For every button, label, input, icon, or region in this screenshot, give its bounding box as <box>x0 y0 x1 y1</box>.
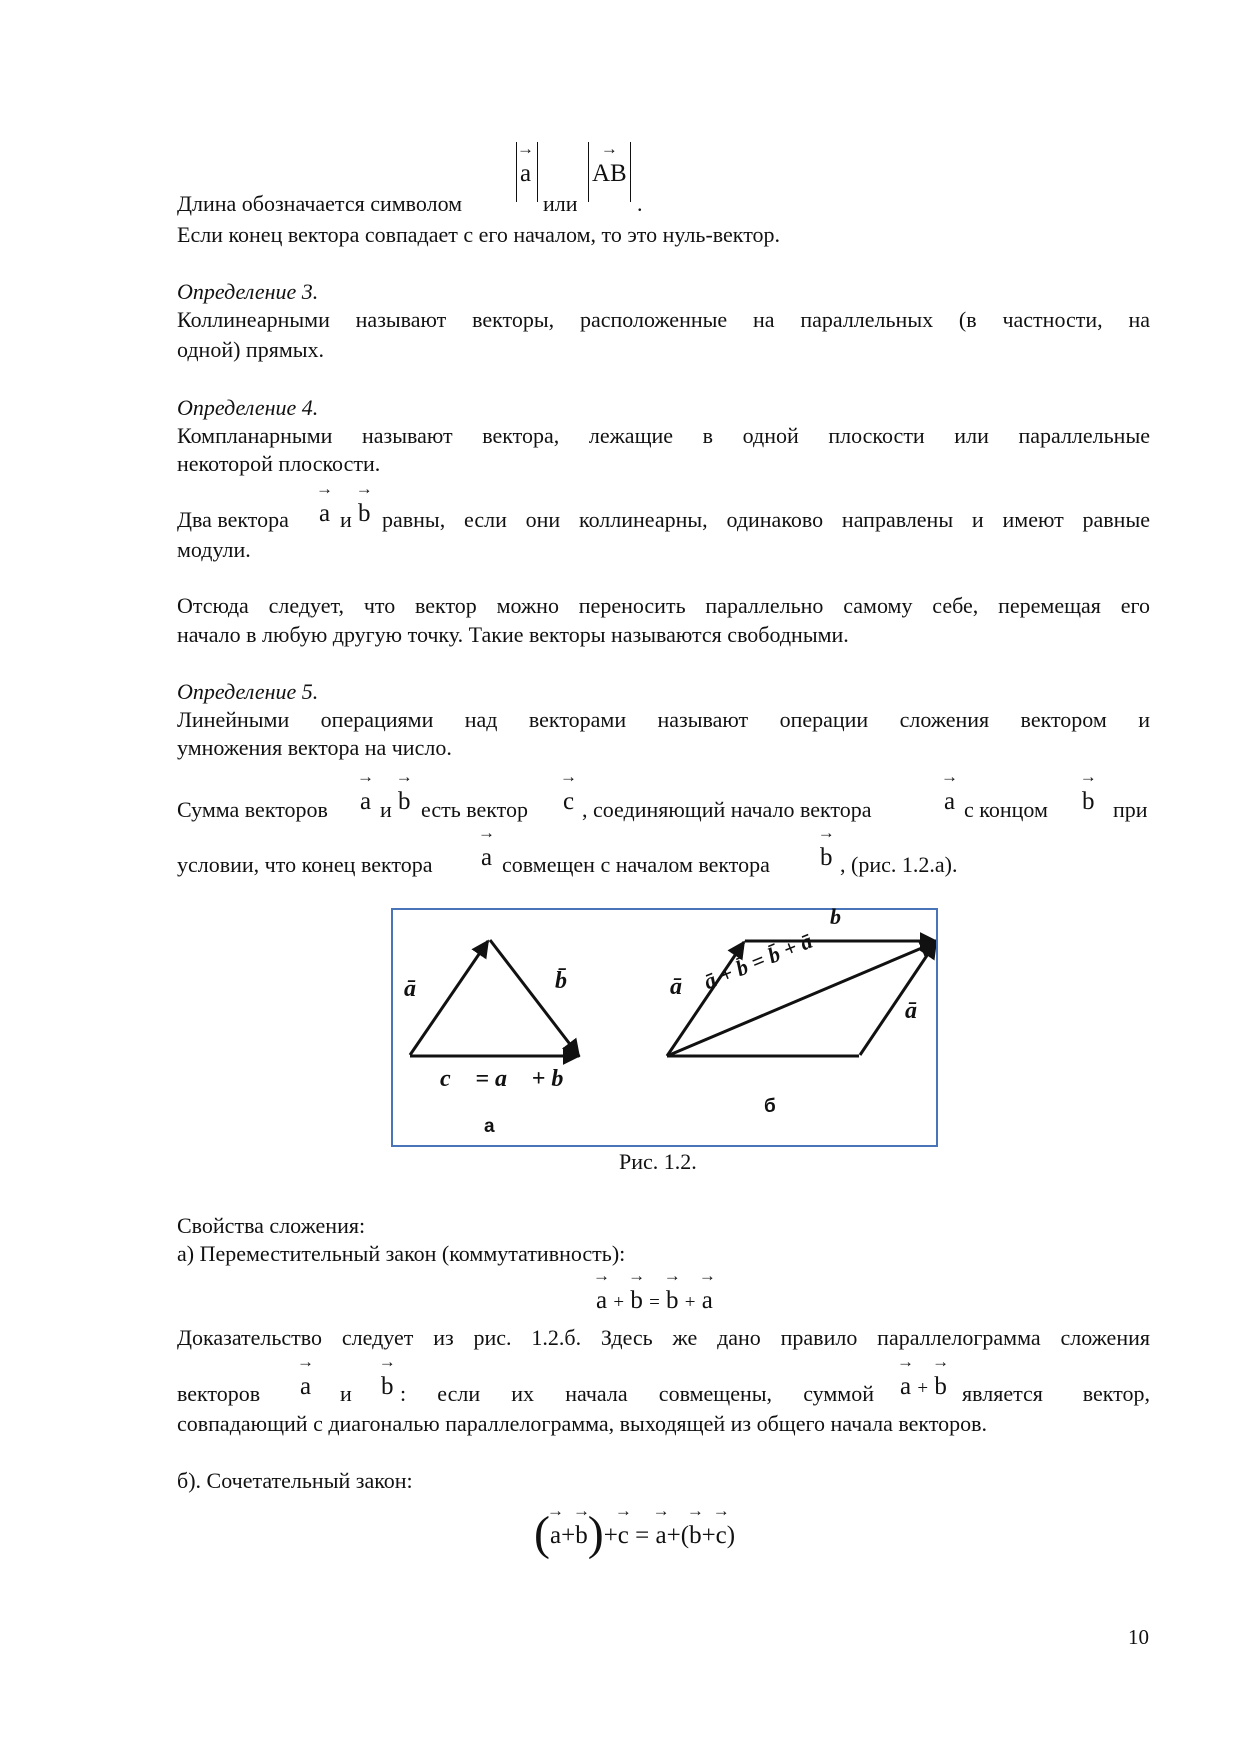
addition-properties-heading: Свойства сложения: <box>177 1213 366 1238</box>
label-b-top: b <box>830 904 841 929</box>
vector-b: → b <box>355 479 373 527</box>
collinear-text-cont: одной) прямых. <box>177 337 325 362</box>
figure-1-2 <box>391 904 938 1147</box>
definition-5-heading: Определение 5. <box>177 679 319 704</box>
linear-operations-text: Линейными операциями над векторами называют операции сложения вектором и <box>177 707 1150 732</box>
equation-c: c⃗ = a⃗ + b⃗ <box>440 1066 583 1092</box>
commutative-formula: → a + → b = → b + → a <box>593 1266 716 1314</box>
page-number: 10 <box>1128 1625 1149 1649</box>
vector-a: → a <box>297 1352 315 1400</box>
coplanar-text: Компланарными называют вектора, лежащие в одной плоскости или параллельные <box>177 423 1150 448</box>
vector-a: → a <box>941 767 959 815</box>
para-diagonal <box>667 942 936 1056</box>
vector-sum-definition: Сумма векторов <box>177 797 328 822</box>
triangle-vector-b <box>490 940 579 1056</box>
collinear-text: Коллинеарными называют векторы, расположенные на параллельных (в частности, на <box>177 307 1150 332</box>
vector-b: → b <box>395 767 413 815</box>
panel-label-a: а <box>484 1116 495 1137</box>
coplanar-text-cont: некоторой плоскости. <box>177 451 381 476</box>
label-a-bar: ā <box>404 976 416 1002</box>
diagonal-label: ā + b̄ = b̄ + ā <box>700 928 816 995</box>
vector-ab-notation: → AB <box>592 139 627 187</box>
label-a-bar: ā <box>670 974 682 1000</box>
commutative-law-heading: а) Переместительный закон (коммутативность): <box>177 1241 626 1266</box>
or-text: или <box>543 191 578 216</box>
label-a-bar: ā <box>905 998 917 1024</box>
associative-formula: ( → a+ → b)+ → c = → a+( → b+ → c) <box>534 1501 736 1560</box>
proof-text: Доказательство следует из рис. 1.2.б. Здесь же дано правило параллелограмма сложения <box>177 1325 1150 1350</box>
abs-bar-left <box>588 142 589 202</box>
abs-bar-right <box>630 142 631 202</box>
figure-caption: Рис. 1.2. <box>619 1149 697 1174</box>
vector-diagram <box>393 910 936 1145</box>
sum-a-b: → a + → b <box>897 1352 950 1400</box>
free-vectors-text: Отсюда следует, что вектор можно переносить параллельно самому себе, перемещая его <box>177 593 1150 618</box>
length-notation-text: Длина обозначается символом <box>177 191 463 216</box>
definition-4-heading: Определение 4. <box>177 395 319 420</box>
definition-3-heading: Определение 3. <box>177 279 319 304</box>
vector-a: → a <box>316 479 334 527</box>
vector-a-notation: → a <box>517 139 535 187</box>
vector-c: → c <box>560 767 578 815</box>
document-page: Длина обозначается символом → a или → AB . Если конец вектора совпадает с его началом, то это нуль-вектор. Определение 3. Коллинеарными называют векторы, расположенные на параллельных (в частности, на одной) прямых. Определение 4. Компланарными называют вектора, лежащие в одной плоскости или параллельные некоторой плоскости. Два вектора → a и → b равны, если они коллинеарны, одинаково направлены и имеют равные модули. Отсюда следует, что вектор можно переносить параллельно самому себе, перемещая его начало в любую другую точку. Такие векторы называются свободными. Определение 5. Линейными операциями над векторами называют операции сложения вектором и умножения вектора на число. Сумма векторов → a и → b есть вектор → c , соединяющий начало вектора → a с концом → b при условии, что конец вектора → a совмещен с началом вектора → b , (рис. 1.2.а). ā b̄ c⃗ = a⃗ + b⃗ ā b ā ā + b̄ = b̄ + ā а б Рис. 1.2. Свойства сложения: а) Переместительный закон (коммутативность): → a + → b = → b + → a Доказательство следует из рис. 1.2.б. Здесь же дано правило параллелограмма сложения векторов → a и → b : если их начала совмещены, суммой → a + → b является вектор, совпадающий с диагональю параллелограмма, выходящей из общего начала векторов. б). Сочетательный закон: ( → a+ → b)+ → c = → a+( → b+ → c) 10 <box>177 139 1150 1649</box>
panel-label-b: б <box>764 1096 776 1117</box>
vector-b: → b <box>378 1352 396 1400</box>
label-b-bar: b̄ <box>555 968 567 994</box>
vector-a: → a <box>478 823 496 871</box>
vector-b: → b <box>1079 767 1097 815</box>
vector-b: → b <box>817 823 835 871</box>
associative-law-heading: б). Сочетательный закон: <box>177 1468 413 1493</box>
equal-vectors-text: Два вектора <box>177 507 289 532</box>
abs-bar-right <box>537 142 538 202</box>
vector-a: → a <box>357 767 375 815</box>
triangle-vector-a <box>410 941 488 1055</box>
null-vector-text: Если конец вектора совпадает с его началом, то это нуль-вектор. <box>177 222 781 247</box>
